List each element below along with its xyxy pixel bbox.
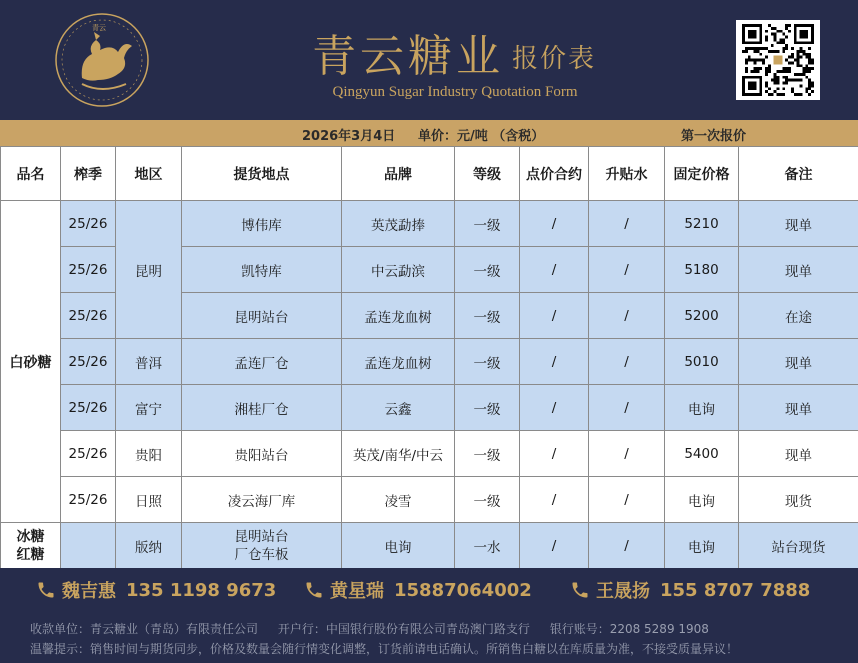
- grade-cell: 一级: [455, 247, 520, 293]
- location-line: 昆明站台: [234, 528, 289, 545]
- season-cell: 25/26: [61, 477, 116, 523]
- contact-wei[interactable]: [36, 578, 276, 602]
- season-cell: 25/26: [61, 293, 116, 339]
- brand-cell: 孟连龙血树: [342, 293, 455, 339]
- grade-cell: 一级: [455, 293, 520, 339]
- quote-round: 第一次报价: [681, 129, 747, 144]
- phone-icon: [570, 580, 590, 600]
- contract-cell: /: [520, 293, 589, 339]
- region-cell: 日照: [116, 477, 182, 523]
- season-cell: 25/26: [61, 201, 116, 247]
- payee-text: 收款单位：青云糖业（青岛）有限责任公司: [30, 622, 259, 636]
- price-cell: 电询: [665, 385, 739, 431]
- brand-cell: 电询: [342, 523, 455, 569]
- contact-phone: 155 8707 7888: [660, 579, 811, 601]
- column-header: 备注: [739, 147, 858, 201]
- location-cell: 湘桂厂仓: [182, 385, 342, 431]
- grade-cell: 一级: [455, 431, 520, 477]
- basis-cell: /: [589, 431, 665, 477]
- table-row: [1, 477, 858, 523]
- grade-cell: 一级: [455, 201, 520, 247]
- price-cell: 电询: [665, 477, 739, 523]
- location-cell: 凯特库: [182, 247, 342, 293]
- contract-cell: /: [520, 477, 589, 523]
- brand-cell: 孟连龙血树: [342, 339, 455, 385]
- notice-text: 温馨提示：销售时间与期货同步，价格及数量会随行情变化调整，订货前请电话确认。所销售白糖以在库质量为准，不接受质量异议！: [30, 642, 739, 656]
- location-cell: 凌云海厂库: [182, 477, 342, 523]
- contract-cell: /: [520, 385, 589, 431]
- contact-wang[interactable]: [570, 578, 810, 602]
- basis-cell: /: [589, 201, 665, 247]
- product-category-cell: 白砂糖: [1, 201, 61, 523]
- basis-cell: /: [589, 247, 665, 293]
- grade-cell: 一水: [455, 523, 520, 569]
- qr-code-icon: [736, 20, 820, 100]
- contact-name: 黄星瑞: [330, 581, 384, 602]
- column-header: 品牌: [342, 147, 455, 201]
- note-cell: 现单: [739, 339, 858, 385]
- note-cell: 现单: [739, 247, 858, 293]
- table-row: [1, 523, 858, 569]
- brand-cell: 云鑫: [342, 385, 455, 431]
- table-header-row: [1, 147, 858, 201]
- svg-text:青云: 青云: [92, 24, 106, 32]
- contract-cell: /: [520, 247, 589, 293]
- location-cell: 孟连厂仓: [182, 339, 342, 385]
- basis-cell: /: [589, 523, 665, 569]
- column-header: 榨季: [61, 147, 116, 201]
- brand-cell: 中云勐滨: [342, 247, 455, 293]
- contact-huang[interactable]: [304, 578, 532, 602]
- category-ice-label: 冰糖: [16, 528, 45, 545]
- footer-contact-bar: [0, 568, 858, 663]
- location-cell: [182, 523, 342, 569]
- region-cell: 昆明: [116, 201, 182, 339]
- price-cell: 5210: [665, 201, 739, 247]
- grade-cell: 一级: [455, 385, 520, 431]
- english-title: Qingyun Sugar Industry Quotation Form: [332, 84, 578, 100]
- price-cell: 电询: [665, 523, 739, 569]
- category-brown-label: 红糖: [16, 546, 45, 563]
- grade-cell: 一级: [455, 339, 520, 385]
- form-title: 报价表: [512, 44, 597, 74]
- basis-cell: /: [589, 477, 665, 523]
- brand-cell: 英茂/南华/中云: [342, 431, 455, 477]
- note-cell: 现单: [739, 431, 858, 477]
- region-cell: 版纳: [116, 523, 182, 569]
- season-cell: 25/26: [61, 339, 116, 385]
- contract-cell: /: [520, 523, 589, 569]
- region-cell: 贵阳: [116, 431, 182, 477]
- location-cell: 博伟库: [182, 201, 342, 247]
- header-banner: [0, 0, 858, 120]
- table-row: [1, 201, 858, 247]
- contact-name: 魏吉惠: [62, 581, 116, 602]
- price-cell: 5180: [665, 247, 739, 293]
- season-cell: 25/26: [61, 431, 116, 477]
- column-header: 等级: [455, 147, 520, 201]
- golden-rooster-logo-icon: [52, 10, 152, 110]
- season-cell: 25/26: [61, 247, 116, 293]
- phone-icon: [36, 580, 56, 600]
- grade-cell: 一级: [455, 477, 520, 523]
- basis-cell: /: [589, 293, 665, 339]
- quote-date: 2026年3月4日: [302, 129, 396, 144]
- note-cell: 现货: [739, 477, 858, 523]
- company-title: 青云糖业: [312, 31, 504, 82]
- basis-cell: /: [589, 339, 665, 385]
- location-line: 厂仓车板: [234, 546, 289, 563]
- note-cell: 站台现货: [739, 523, 858, 569]
- season-cell: [61, 523, 116, 569]
- season-cell: 25/26: [61, 385, 116, 431]
- region-cell: 富宁: [116, 385, 182, 431]
- phone-icon: [304, 580, 324, 600]
- price-cell: 5400: [665, 431, 739, 477]
- column-header: 地区: [116, 147, 182, 201]
- contract-cell: /: [520, 431, 589, 477]
- column-header: 点价合约: [520, 147, 589, 201]
- contact-name: 王晟扬: [596, 581, 650, 602]
- contact-phone: 15887064002: [394, 579, 532, 601]
- location-cell: 昆明站台: [182, 293, 342, 339]
- brand-cell: 凌雪: [342, 477, 455, 523]
- quotation-table: [0, 146, 858, 569]
- location-cell: 贵阳站台: [182, 431, 342, 477]
- price-cell: 5200: [665, 293, 739, 339]
- account-text: 银行账号：2208 5289 1908: [549, 622, 709, 636]
- table-row: [1, 385, 858, 431]
- column-header: 升贴水: [589, 147, 665, 201]
- table-row: [1, 339, 858, 385]
- note-cell: 现单: [739, 201, 858, 247]
- contract-cell: /: [520, 201, 589, 247]
- table-row: [1, 431, 858, 477]
- note-cell: 现单: [739, 385, 858, 431]
- basis-cell: /: [589, 385, 665, 431]
- column-header: 固定价格: [665, 147, 739, 201]
- brand-cell: 英茂勐捧: [342, 201, 455, 247]
- contract-cell: /: [520, 339, 589, 385]
- contact-phone: 135 1198 9673: [126, 579, 277, 601]
- region-cell: 普洱: [116, 339, 182, 385]
- info-bar: [0, 120, 858, 146]
- note-cell: 在途: [739, 293, 858, 339]
- product-category-cell: [1, 523, 61, 569]
- price-cell: 5010: [665, 339, 739, 385]
- payment-info: [30, 620, 709, 637]
- price-unit: 单价：元/吨 （含税）: [418, 129, 545, 144]
- bank-text: 开户行：中国银行股份有限公司青岛澳门路支行: [277, 622, 530, 636]
- column-header: 品名: [1, 147, 61, 201]
- column-header: 提货地点: [182, 147, 342, 201]
